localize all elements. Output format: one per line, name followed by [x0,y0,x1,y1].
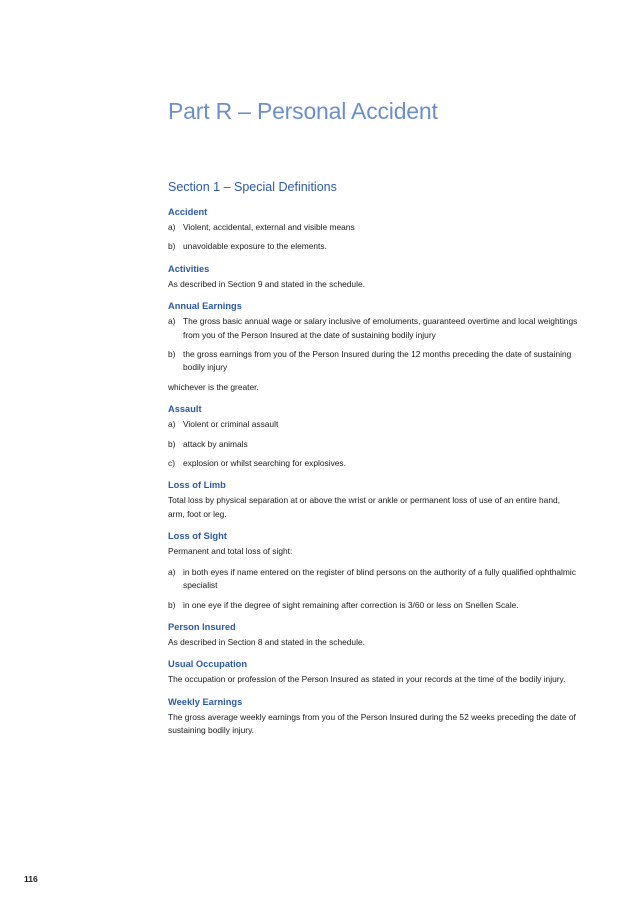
definition-term: Accident [168,207,208,217]
list-text: in both eyes if name entered on the register of blind persons on the authority of a fully qualified ophthalmic specialist [183,566,576,591]
list-item [168,240,578,253]
list-marker: b) [168,349,176,360]
definition-list [168,221,578,254]
list-text: Violent, accidental, external and visible means [183,222,355,232]
definition-term: Assault [168,404,202,415]
list-text: explosion or whilst searching for explosives. [183,458,346,469]
section-title: Section 1 – Special Definitions [168,180,337,194]
definition-assault [168,403,578,470]
definition-annual-earnings [168,300,578,394]
definition-text: As described in Section 8 and stated in the schedule. [168,636,365,647]
definition-term: Loss of Sight [168,531,227,542]
definition-list [168,566,578,612]
definitions-content [168,180,578,747]
list-marker: a) [168,566,176,577]
list-item [168,418,578,431]
definition-text: Permanent and total loss of sight: [168,546,293,557]
list-text: attack by animals [183,438,248,449]
definition-after-text: whichever is the greater. [168,381,259,392]
definition-term: Weekly Earnings [168,696,243,707]
list-item [168,599,578,612]
list-item [168,348,578,375]
definition-term: Usual Occupation [168,659,248,670]
definition-accident [168,206,578,254]
list-text: The gross basic annual wage or salary inclusive of emoluments, guaranteed overtime and local weightings from you of the Person Insured at the date of sustaining bodily injury [183,316,578,340]
list-marker: b) [168,241,176,252]
definition-term: Annual Earnings [168,301,242,312]
definition-text: The occupation or profession of the Person Insured as stated in your records at the time of the bodily injury. [168,674,566,685]
list-item [168,315,578,342]
definition-text: The gross average weekly earnings from you of the Person Insured during the 52 weeks preceding the date of sustaining bodily injury. [168,711,576,736]
list-marker: a) [168,222,176,232]
list-item [168,457,578,470]
list-marker: a) [168,419,176,430]
definition-person-insured [168,621,578,649]
list-text: unavoidable exposure to the elements. [183,241,327,252]
list-marker: c) [168,458,175,469]
definition-loss-of-limb [168,479,578,521]
list-marker: b) [168,599,176,610]
part-title: Part R – Personal Accident [168,98,438,124]
definition-text: Total loss by physical separation at or above the wrist or ankle or permanent loss of use of an entire hand, arm, foot or leg. [168,495,560,519]
definition-term: Activities [168,263,210,274]
definition-weekly-earnings [168,696,578,738]
list-item [168,566,578,593]
list-item [168,221,578,234]
list-marker: b) [168,438,176,449]
definition-term: Person Insured [168,621,236,632]
page-number: 116 [24,874,38,884]
definition-text: As described in Section 9 and stated in the schedule. [168,278,365,289]
definition-usual-occupation [168,658,578,686]
list-marker: a) [168,316,176,327]
list-item [168,438,578,451]
definition-loss-of-sight [168,530,578,612]
definition-term: Loss of Limb [168,480,226,491]
list-text: the gross earnings from you of the Person Insured during the 12 months preceding the date of sustaining bodily injury [183,349,572,373]
definition-activities [168,263,578,291]
list-text: in one eye if the degree of sight remaining after correction is 3/60 or less on Snellen Scale. [183,599,519,610]
definition-list [168,418,578,470]
list-text: Violent or criminal assault [183,419,279,430]
definition-list [168,315,578,375]
